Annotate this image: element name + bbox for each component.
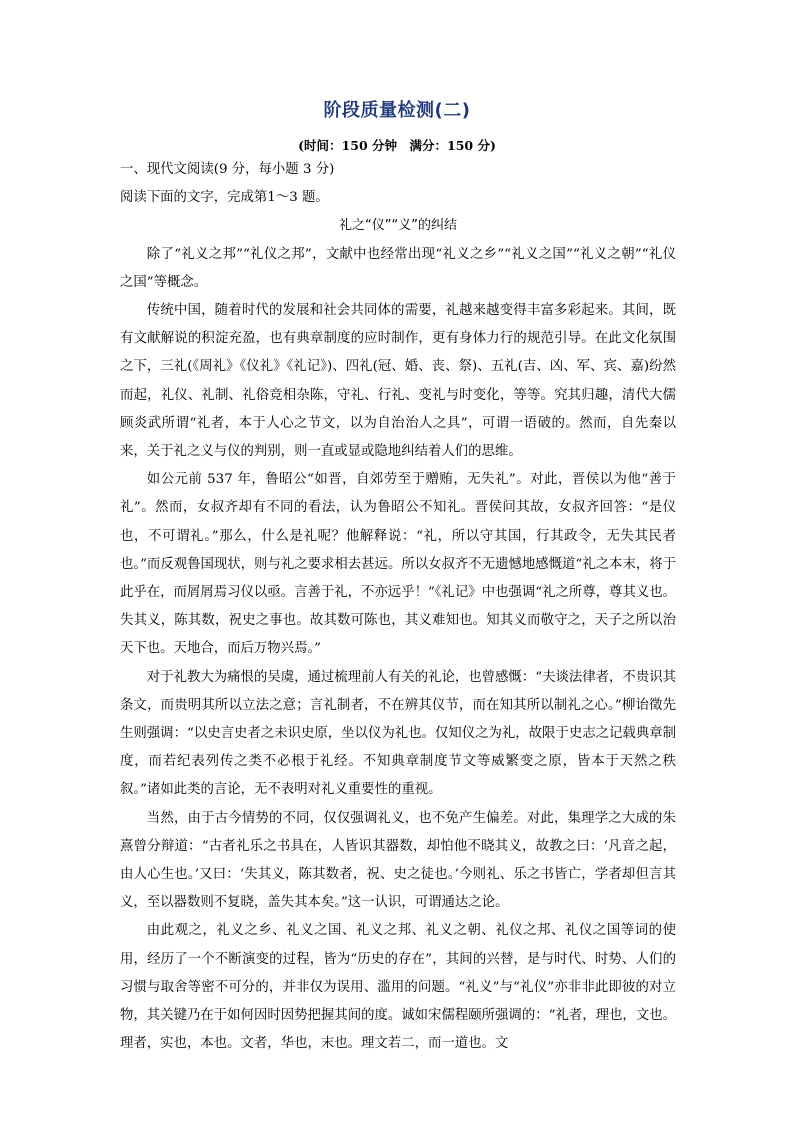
document-body <box>120 156 676 1059</box>
page-title: 阶段质量检测(二) <box>323 100 471 121</box>
section-heading: 一、现代文阅读(9 分，每小题 3 分) <box>120 162 335 177</box>
paragraph: 传统中国，随着时代的发展和社会共同体的需要，礼越来越变得丰富多彩起来。其间，既有文献解说的积淀充盈，也有典章制度的应时制作，更有身体力行的规范引导。在此文化氛围之下，三礼(《周礼》《仪礼》《礼记》)、四礼(冠、婚、丧、祭)、五礼(吉、凶、军、宾、嘉)纷然而起，礼仪、礼制、礼俗竞相杂陈，守礼、行礼、变礼与时变化，等等。究其归趣，清代大儒顾炎武所谓“礼者，本于人心之节文，以为自治治人之具”，可谓一语破的。然而，自先秦以来，关于礼之义与仪的判别，则一直或显或隐地纠结着人们的思维。 <box>120 303 676 460</box>
exam-meta: (时间：150 分钟 满分：150 分) <box>298 138 496 153</box>
reading-instruction: 阅读下面的文字，完成第1～3 题。 <box>120 190 329 206</box>
paragraph: 当然，由于古今情势的不同，仅仅强调礼义，也不免产生偏差。对此，集理学之大成的朱熹曾分辩道：“古者礼乐之书具在，人皆识其器数，却怕他不晓其义，故教之曰：‘凡音之起，由人心生也。’又曰：‘失其义，陈其数者，祝、史之徒也。’今则礼、乐之书皆亡，学者却但言其义，至以器数则不复晓，盖失其本矣。”这一认识，可谓通达之论。 <box>120 810 676 911</box>
paragraph: 对于礼教大为痛恨的吴虞，通过梳理前人有关的礼论，也曾感慨：“夫谈法律者，不贵识其条文，而贵明其所以立法之意；言礼制者，不在辨其仪节，而在知其所以制礼之心。”柳诒徵先生则强调：“以史言史者之未识史原，坐以仪为礼也。仅知仪之为礼，故限于史志之记载典章制度，而若纪表列传之类不必根于礼经。不知典章制度节文等威繁变之原，皆本于天然之秩叙。”诸如此类的言论，无不表明对礼义重要性的重视。 <box>120 669 676 798</box>
paragraph: 如公元前 537 年，鲁昭公“如晋，自郊劳至于赠贿，无失礼”。对此，晋侯以为他“善于礼”。然而，女叔齐却有不同的看法，认为鲁昭公不知礼。晋侯问其故，女叔齐回答：“是仪也，不可谓礼。”那么，什么是礼呢？他解释说：“礼，所以守其国，行其政令，无失其民者也。”而反观鲁国现状，则与礼之要求相去甚远。所以女叔齐不无遗憾地感慨道“礼之本末，将于此乎在，而屑屑焉习仪以亟。言善于礼，不亦远乎！”《礼记》中也强调“礼之所尊，尊其义也。失其义，陈其数，祝史之事也。故其数可陈也，其义难知也。知其义而敬守之，天子之所以治天下也。天地合，而后万物兴焉。” <box>120 472 677 657</box>
article-title: 礼之“仪”“义”的纠结 <box>339 218 457 234</box>
paragraph: 除了“礼义之邦”“礼仪之邦”，文献中也经常出现“礼义之乡”“礼义之国”“礼义之朝”“礼仪之国”等概念。 <box>120 246 676 290</box>
paragraph: 由此观之，礼义之乡、礼义之国、礼义之邦、礼义之朝、礼仪之邦、礼仪之国等词的使用，经历了一个不断演变的过程，皆为“历史的存在”，其间的兴替，是与时代、时势、人们的习惯与取舍等密不可分的，并非仅为误用、滥用的问题。“礼义”与“礼仪”亦非非此即彼的对立物，其关键乃在于如何因时因势把握其间的度。诚如宋儒程颐所强调的：“礼者，理也，文也。理者，实也，本也。文者，华也，末也。理文若二，而一道也。文 <box>120 923 676 1052</box>
